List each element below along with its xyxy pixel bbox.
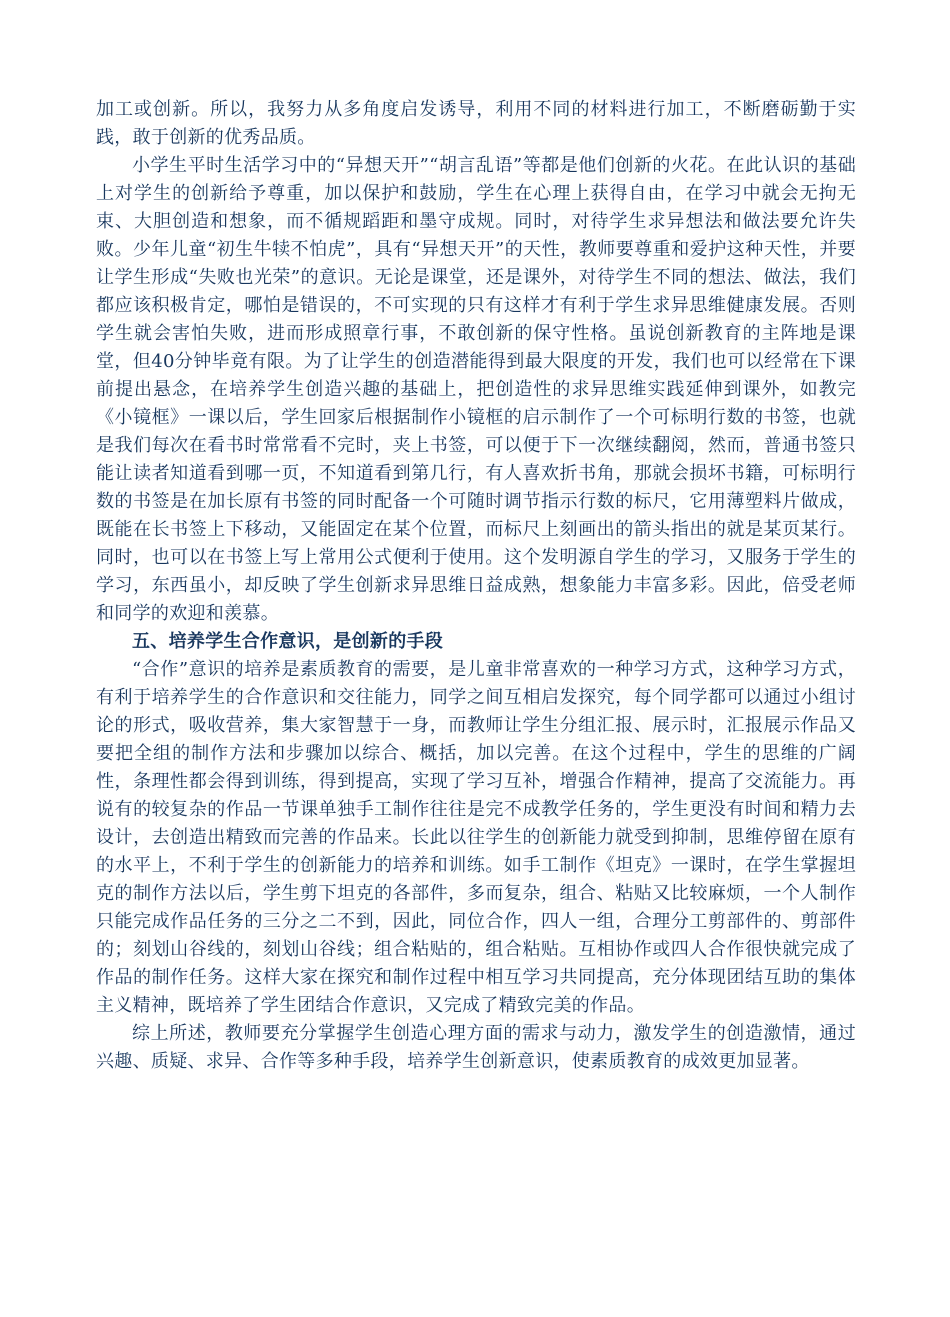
- paragraph-continuation: 加工或创新。所以，我努力从多角度启发诱导，利用不同的材料进行加工，不断磨砺勤于实践，敢于创新的优秀品质。: [96, 99, 856, 148]
- document-page: [96, 96, 856, 1076]
- section-heading: 五、培养学生合作意识，是创新的手段: [132, 631, 444, 652]
- paragraph-conclusion: 综上所述，教师要充分掌握学生创造心理方面的需求与动力，激发学生的创造激情，通过兴趣、质疑、求异、合作等多种手段，培养学生创新意识，使素质教育的成效更加显著。: [96, 1023, 856, 1072]
- paragraph-tolerance-of-failure: 小学生平时生活学习中的“异想天开”“胡言乱语”等都是他们创新的火花。在此认识的基础上对学生的创新给予尊重，加以保护和鼓励，学生在心理上获得自由，在学习中就会无拘无束、大胆创造和想象，而不循规蹈距和墨守成规。同时，对待学生求异想法和做法要允许失败。少年儿童“初生牛犊不怕虎”，具有“异想天开”的天性，教师要尊重和爱护这种天性，并要让学生形成“失败也光荣”的意识。无论是课堂，还是课外，对待学生不同的想法、做法，我们都应该积极肯定，哪怕是错误的，不可实现的只有这样才有利于学生求异思维健康发展。否则学生就会害怕失败，进而形成照章行事，不敢创新的保守性格。虽说创新教育的主阵地是课堂，但40分钟毕竟有限。为了让学生的创造潜能得到最大限度的开发，我们也可以经常在下课前提出悬念，在培养学生创造兴趣的基础上，把创造性的求异思维实践延伸到课外，如教完《小镜框》一课以后，学生回家后根据制作小镜框的启示制作了一个可标明行数的书签，也就是我们每次在看书时常常看不完时，夹上书签，可以便于下一次继续翻阅，然而，普通书签只能让读者知道看到哪一页，不知道看到第几行，有人喜欢折书角，那就会损坏书籍，可标明行数的书签是在加长原有书签的同时配备一个可随时调节指示行数的标尺，它用薄塑料片做成，既能在长书签上下移动，又能固定在某个位置，而标尺上刻画出的箭头指出的就是某页某行。同时，也可以在书签上写上常用公式便利于使用。这个发明源自学生的学习，又服务于学生的学习，东西虽小，却反映了学生创新求异思维日益成熟，想象能力丰富多彩。因此，倍受老师和同学的欢迎和羡慕。: [96, 155, 856, 624]
- paragraph-cooperation: “合作”意识的培养是素质教育的需要，是儿童非常喜欢的一种学习方式，这种学习方式，有利于培养学生的合作意识和交往能力，同学之间互相启发探究，每个同学都可以通过小组讨论的形式，吸收营养，集大家智慧于一身，而教师让学生分组汇报、展示时，汇报展示作品又要把全组的制作方法和步骤加以综合、概括，加以完善。在这个过程中，学生的思维的广阔性，条理性都会得到训练，得到提高，实现了学习互补，增强合作精神，提高了交流能力。再说有的较复杂的作品一节课单独手工制作往往是完不成教学任务的，学生更没有时间和精力去设计，去创造出精致而完善的作品来。长此以往学生的创新能力就受到抑制，思维停留在原有的水平上，不利于学生的创新能力的培养和训练。如手工制作《坦克》一课时，在学生掌握坦克的制作方法以后，学生剪下坦克的各部件，多而复杂，组合、粘贴又比较麻烦，一个人制作只能完成作品任务的三分之二不到，因此，同位合作，四人一组，合理分工剪部件的、剪部件的；刻划山谷线的，刻划山谷线；组合粘贴的，组合粘贴。互相协作或四人合作很快就完成了作品的制作任务。这样大家在探究和制作过程中相互学习共同提高，充分体现团结互助的集体主义精神，既培养了学生团结合作意识，又完成了精致完美的作品。: [96, 659, 856, 1016]
